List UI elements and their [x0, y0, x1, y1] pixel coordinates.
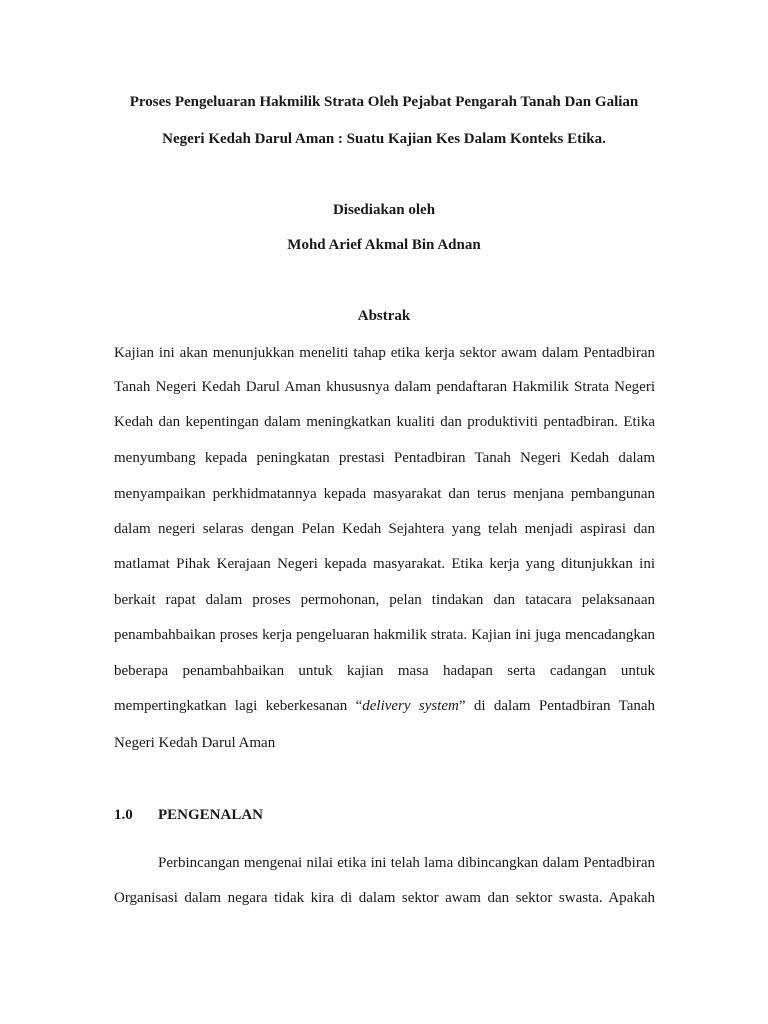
document-title-line-1: Proses Pengeluaran Hakmilik Strata Oleh Pejabat Pengarah Tanah Dan Galian — [129, 94, 639, 110]
abstract-line-text: berkait rapat dalam proses permohonan, pelan tindakan dan tatacara pelaksanaan — [114, 592, 655, 608]
abstract-line-text: beberapa penambahbaikan untuk kajian masa hadapan serta cadangan untuk — [114, 663, 655, 679]
abstract-line-text: menyumbang kepada peningkatan prestasi Pentadbiran Tanah Negeri Kedah dalam — [114, 450, 655, 466]
delivery-system-term: delivery system — [362, 698, 459, 714]
section-line-text: Perbincangan mengenai nilai etika ini telah lama dibincangkan dalam Pentadbiran — [158, 855, 655, 871]
abstract-line-text: Kajian ini akan menunjukkan meneliti tahap etika kerja sektor awam dalam Pentadbiran — [114, 345, 655, 361]
abstract-line-text: matlamat Pihak Kerajaan Negeri kepada masyarakat. Etika kerja yang ditunjukkan ini — [114, 556, 655, 572]
abstract-line-text: Tanah Negeri Kedah Darul Aman khususnya dalam pendaftaran Hakmilik Strata Negeri — [114, 379, 655, 395]
abstract-line-11-text — [114, 698, 655, 715]
abstract-line-text: dalam negeri selaras dengan Pelan Kedah Sejahtera yang telah menjadi aspirasi dan — [114, 521, 655, 537]
prepared-by-label: Disediakan oleh — [332, 202, 436, 218]
abstract-line-9 — [114, 627, 655, 644]
abstract-line-text: penambahbaikan proses kerja pengeluaran hakmilik strata. Kajian ini juga mencadangkan — [114, 627, 655, 643]
abstract-line-2 — [114, 379, 655, 396]
abstract-line-5 — [114, 486, 655, 503]
section-line-text: Organisasi dalam negara tidak kira di dalam sektor awam dan sektor swasta. Apakah — [114, 890, 655, 906]
abstract-line-3 — [114, 414, 655, 431]
abstract-line-11-before: mempertingkatkan lagi keberkesanan “ — [114, 698, 363, 714]
abstract-line-11 — [114, 698, 655, 715]
author-name: Mohd Arief Akmal Bin Adnan — [287, 237, 481, 253]
abstract-line-11-after: ” di dalam Pentadbiran Tanah — [458, 698, 656, 714]
abstract-line-4 — [114, 450, 655, 467]
section-title: PENGENALAN — [158, 807, 264, 823]
abstract-line-1 — [114, 345, 655, 362]
abstract-line-10 — [114, 663, 655, 680]
abstract-heading: Abstrak — [357, 308, 411, 324]
abstract-line-6 — [114, 521, 655, 538]
document-title-line-2: Negeri Kedah Darul Aman : Suatu Kajian Kes Dalam Konteks Etika. — [162, 131, 606, 147]
abstract-line-text: Kedah dan kepentingan dalam meningkatkan kualiti dan produktiviti pentadbiran. Etika — [114, 414, 655, 430]
abstract-line-7 — [114, 556, 655, 573]
abstract-line-8 — [114, 592, 655, 609]
section-paragraph-line-2 — [114, 890, 655, 907]
section-paragraph-line-1 — [158, 855, 655, 872]
section-number: 1.0 — [114, 807, 133, 823]
abstract-line-text: menyampaikan perkhidmatannya kepada masyarakat dan terus menjana pembangunan — [114, 486, 655, 502]
abstract-last-line: Negeri Kedah Darul Aman — [114, 735, 276, 751]
